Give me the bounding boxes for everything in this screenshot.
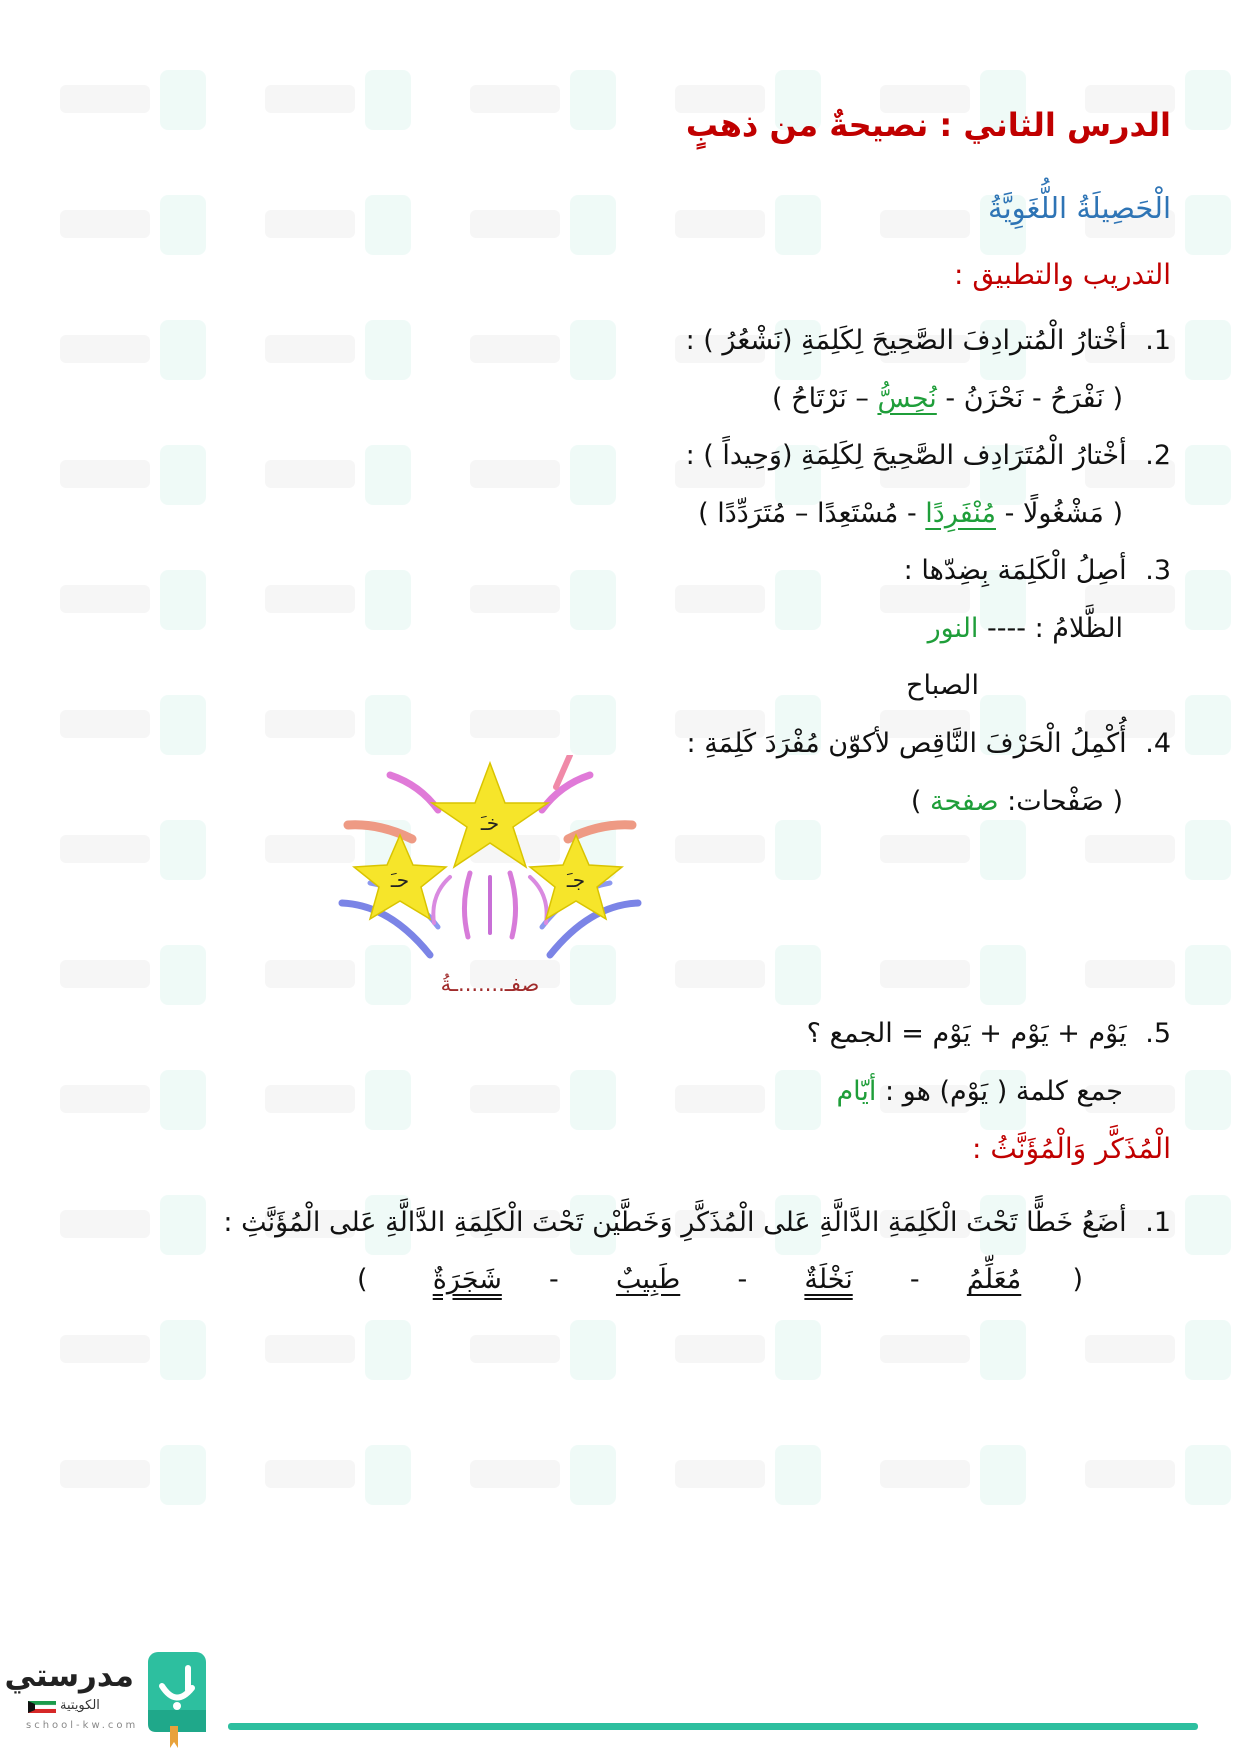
separator: -	[1004, 498, 1015, 529]
word-feminine: نَخْلَةٌ	[804, 1264, 853, 1295]
open-paren: (	[1112, 498, 1123, 529]
burst-ray	[348, 825, 412, 839]
choice: نَفْرَحُ	[1050, 383, 1104, 414]
illustration-caption: صفـ.......ـةُ	[440, 972, 540, 996]
question-5	[807, 1016, 1171, 1052]
gender-question-1-words	[357, 1262, 1083, 1298]
word: الظَّلامُ :	[1034, 613, 1123, 644]
open-paren: (	[1112, 786, 1123, 817]
question-2	[686, 438, 1171, 474]
separator: -	[909, 1264, 920, 1295]
burst-ray	[530, 877, 547, 923]
lesson-title: الدرس الثاني : نصيحةٌ من ذهبٍ	[685, 106, 1171, 144]
question-3-other-word: الصباح	[906, 670, 979, 701]
close-paren: )	[698, 498, 709, 529]
open-paren: (	[1112, 383, 1123, 414]
answer-word: النور	[927, 613, 979, 644]
close-paren: )	[356, 1264, 368, 1295]
fireworks-graphic	[320, 755, 660, 1005]
question-text: أخْتارُ الْمُتَرَادِف الصَّحِيحَ لِكَلِمَةِ (وَحِيداً ) :	[685, 440, 1127, 471]
site-logo[interactable]	[4, 1650, 224, 1750]
close-paren: )	[772, 383, 783, 414]
question-1	[686, 323, 1171, 359]
question-text: أضَعُ خَطًّا تَحْتَ الْكَلِمَةِ الدَّالَّةِ عَلى الْمُذَكَّرِ وَخَطَّيْن تَحْتَ الْكَلِمَةِ الدَّالَّةِ عَلى الْمُؤَنَّثِ :	[223, 1207, 1127, 1238]
answer-choice: مُنْفَرِدًا	[925, 498, 996, 529]
section-linguistic-heading: الْحَصِيلَةُ اللُّغَوِيَّةُ	[988, 191, 1171, 225]
question-text: أصِلُ الْكَلِمَة بِضِدّها :	[903, 555, 1127, 586]
question-text: أخْتارُ الْمُترادِفَ الصَّحِيحَ لِكَلِمَةِ (نَشْعُرُ ) :	[685, 325, 1127, 356]
burst-ray	[510, 873, 516, 937]
word-masculine: طَبِيبٌ	[615, 1264, 681, 1295]
question-3-pair	[928, 611, 1123, 647]
burst-ray	[390, 775, 438, 810]
close-paren: )	[910, 786, 922, 817]
burst-ray	[464, 873, 470, 937]
separator: –	[855, 383, 869, 414]
open-paren: (	[1072, 1264, 1083, 1295]
question-number: 3.	[1145, 555, 1171, 586]
answer-prompt: جمع كلمة ( يَوْم) هو :	[885, 1076, 1123, 1107]
footer-divider	[228, 1723, 1198, 1730]
separator: -	[549, 1264, 559, 1295]
section-practice-heading: التدريب والتطبيق :	[954, 258, 1171, 291]
question-5-answer-line	[836, 1074, 1123, 1110]
star-label: حـَ	[390, 868, 410, 892]
separator: -	[906, 498, 917, 529]
answer-choice: نُحِسُّ	[877, 383, 937, 414]
separator: -	[1032, 383, 1042, 414]
answer-word: أيّام	[836, 1076, 877, 1107]
logo-name: مدرستي	[4, 1658, 134, 1694]
star-label: جـَ	[566, 868, 586, 892]
stars-illustration	[320, 755, 660, 1005]
word-feminine: شَجَرَةٌ	[432, 1264, 502, 1295]
gender-question-1	[223, 1205, 1171, 1241]
separator: –	[794, 498, 809, 529]
question-number: 2.	[1145, 440, 1171, 471]
burst-ray	[542, 775, 590, 810]
section-gender-heading: الْمُذَكَّر وَالْمُؤَنَّثُ :	[972, 1132, 1171, 1165]
choice: مَشْغُولًا	[1022, 498, 1104, 529]
question-number: 1.	[1145, 1207, 1171, 1238]
plural-word: صَفْحات:	[1007, 786, 1104, 817]
question-number: 4.	[1145, 728, 1171, 759]
question-2-choices	[698, 496, 1123, 532]
book-logo-icon	[146, 1650, 208, 1750]
star-label: خـَ	[480, 811, 500, 835]
question-text: أُكْمِلُ الْحَرْفَ النَّاقِص لأكوّن مُفْرَدَ كَلِمَةِ :	[686, 728, 1127, 759]
burst-ray	[433, 877, 450, 923]
kuwait-flag-icon	[28, 1701, 56, 1713]
separator: -	[945, 383, 956, 414]
answer-word: صفحة	[930, 786, 999, 817]
question-4-answer-line	[911, 784, 1123, 820]
connector-dashes: ----	[987, 613, 1027, 644]
word-masculine: مُعَلِّمُ	[966, 1264, 1022, 1295]
question-4	[687, 726, 1171, 762]
question-1-choices	[772, 381, 1123, 417]
question-text: يَوْم + يَوْم + يَوْم = الجمع ؟	[806, 1018, 1127, 1049]
choice: نَرْتَاحُ	[791, 383, 847, 414]
choice: نَحْزَنُ	[963, 383, 1024, 414]
question-3	[904, 553, 1171, 589]
choice: مُسْتَعِدًا	[816, 498, 899, 529]
separator: -	[737, 1264, 748, 1295]
logo-url: school-kw.com	[26, 1720, 139, 1731]
question-number: 5.	[1145, 1018, 1171, 1049]
logo-subtitle: الكويتية	[60, 1698, 100, 1713]
question-number: 1.	[1145, 325, 1171, 356]
choice: مُتَرَدِّدًا	[717, 498, 787, 529]
